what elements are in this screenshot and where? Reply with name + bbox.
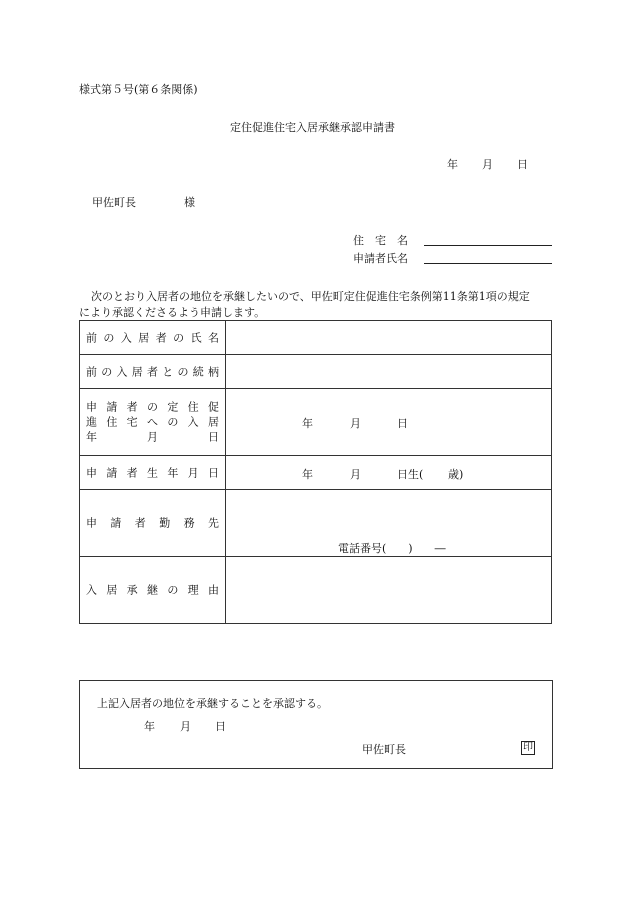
table-row <box>80 557 552 624</box>
birth-year: 年 <box>302 468 313 481</box>
address-label: 住 宅 名 <box>353 234 408 247</box>
birthdate-label: 申請者生年月日 <box>86 466 219 479</box>
table-row <box>80 389 552 456</box>
date-day: 日 <box>517 158 528 171</box>
approval-text: 上記入居者の地位を承継することを承認する。 <box>97 697 328 710</box>
prev-name-label: 前の入居者の氏名 <box>86 331 219 344</box>
age: 歳) <box>448 468 464 481</box>
form-number: 様式第５号(第６条関係) <box>79 83 198 96</box>
approval-box <box>79 680 553 769</box>
workplace-label: 申請者勤務先 <box>86 516 219 530</box>
phone-number: 電話番号( ) ― <box>338 542 446 555</box>
move-in-month: 月 <box>350 417 361 430</box>
birthdate-field[interactable] <box>226 456 552 490</box>
approval-year: 年 <box>144 720 155 733</box>
date-year: 年 <box>447 158 458 171</box>
workplace-field[interactable] <box>226 490 552 557</box>
approval-signer: 甲佐町長 <box>362 743 406 756</box>
seal-mark <box>521 740 535 755</box>
date-month: 月 <box>482 158 493 171</box>
move-in-label-month: 月 <box>147 430 158 444</box>
addressee-name: 甲佐町長 <box>92 196 136 209</box>
approval-month: 月 <box>180 720 191 733</box>
relation-field[interactable] <box>226 355 552 389</box>
move-in-label-line2: 進住宅への入居 <box>86 415 219 429</box>
move-in-day: 日 <box>397 417 408 430</box>
body-text-line2: により承認くださるよう申請します。 <box>79 306 266 319</box>
table-row <box>80 355 552 389</box>
body-text-line1: 次のとおり入居者の地位を承継したいので、甲佐町定住促進住宅条例第11条第1項の規定 <box>91 290 530 303</box>
address-field[interactable] <box>424 245 552 246</box>
table-row <box>80 456 552 490</box>
application-table <box>79 320 552 624</box>
table-row <box>80 321 552 355</box>
birth-day: 日生( <box>397 468 424 481</box>
approval-day: 日 <box>215 720 226 733</box>
move-in-label <box>86 400 219 445</box>
birth-month: 月 <box>350 468 361 481</box>
birthdate-label-cell <box>80 456 226 490</box>
seal-icon: 印 <box>523 742 533 753</box>
move-in-label-line3 <box>86 430 219 445</box>
reason-label: 入居承継の理由 <box>86 583 219 597</box>
reason-label-cell <box>80 557 226 624</box>
workplace-label-cell <box>80 490 226 557</box>
page-title: 定住促進住宅入居承継承認申請書 <box>230 121 395 134</box>
move-in-year: 年 <box>302 417 313 430</box>
move-in-label-day: 日 <box>208 430 219 444</box>
applicant-name-field[interactable] <box>424 263 552 264</box>
relation-label: 前の入居者との続柄 <box>86 365 219 378</box>
move-in-label-cell <box>80 389 226 456</box>
prev-name-label-cell <box>80 321 226 355</box>
table-row <box>80 490 552 557</box>
relation-label-cell <box>80 355 226 389</box>
addressee-honorific: 様 <box>184 196 195 209</box>
applicant-name-label: 申請者氏名 <box>353 252 408 265</box>
move-in-date-field[interactable] <box>226 389 552 456</box>
reason-field[interactable] <box>226 557 552 624</box>
prev-name-field[interactable] <box>226 321 552 355</box>
move-in-label-year: 年 <box>86 430 97 444</box>
move-in-label-line1: 申請者の定住促 <box>86 400 219 414</box>
